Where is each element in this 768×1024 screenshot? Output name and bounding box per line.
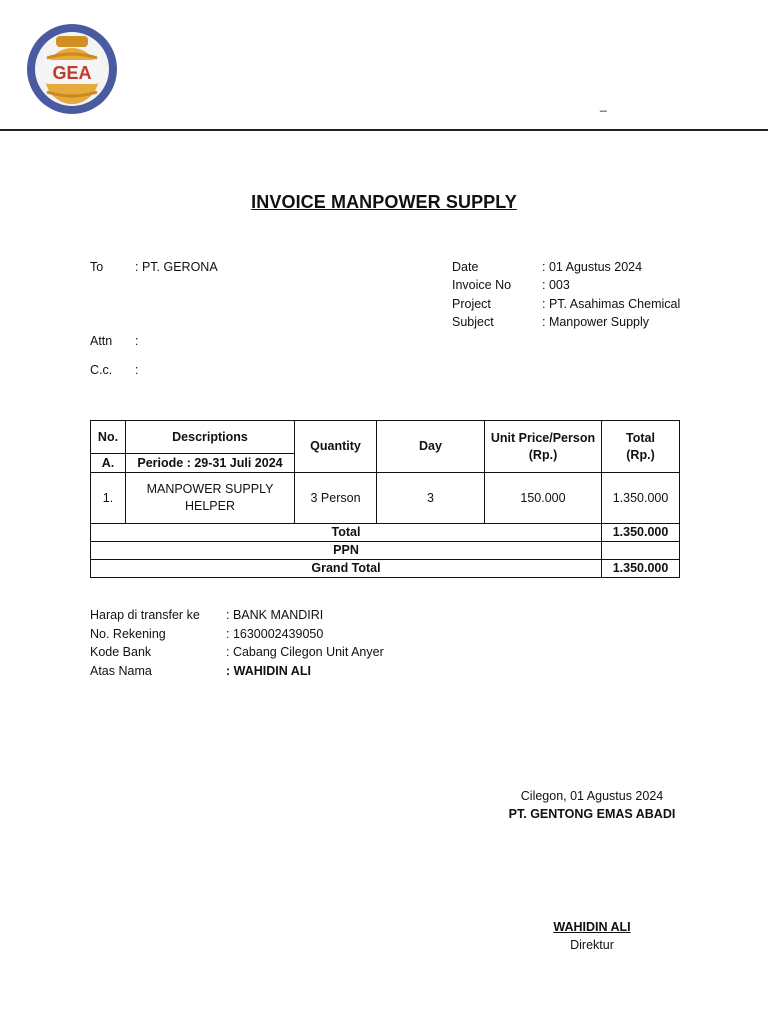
subject-label: Subject [452,315,494,329]
total-value: 1.350.000 [602,524,680,542]
document-title: INVOICE MANPOWER SUPPLY [251,192,517,212]
signer-name: WAHIDIN ALI [553,920,631,934]
logo-text: GEA [52,63,92,83]
header-unit-price-line1: Unit Price/Person [490,430,596,445]
transfer-label: Harap di transfer ke [90,608,200,622]
to-value: : PT. GERONA [135,260,218,274]
total-row [91,524,680,542]
cc-label: C.c. [90,363,113,377]
project-label: Project [452,297,491,311]
row-day: 3 [377,473,485,524]
section-period: Periode : 29-31 Juli 2024 [126,454,295,473]
header-day: Day [377,421,485,473]
header-mark: _ [600,98,607,112]
table-row [91,473,680,524]
ppn-row [91,542,680,560]
attn-value: : [135,334,139,348]
row-description [126,473,295,524]
row-description-line2: HELPER [184,499,236,513]
ppn-value [602,542,680,560]
header-unit-price-line2: (Rp.) [528,447,558,462]
company-name: PT. GENTONG EMAS ABADI [508,807,676,821]
header-descriptions: Descriptions [126,421,295,454]
invoice-number-value: : 003 [542,278,570,292]
row-unit-price: 150.000 [485,473,602,524]
header-divider [0,129,768,131]
row-quantity: 3 Person [295,473,377,524]
signer-title: Direktur [570,938,614,952]
place-date: Cilegon, 01 Agustus 2024 [520,789,664,803]
grand-total-row [91,560,680,578]
header-quantity: Quantity [295,421,377,473]
cc-value: : [135,363,139,377]
row-no: 1. [91,473,126,524]
company-logo [25,22,119,116]
date-value: : 01 Agustus 2024 [542,260,643,274]
grand-total-value: 1.350.000 [602,560,680,578]
account-number-label: No. Rekening [90,627,166,641]
header-unit-price [485,421,602,473]
invoice-number-label: Invoice No [452,278,512,292]
total-label: Total [91,524,602,542]
header-total-line1: Total [626,430,655,445]
header-total-line2: (Rp.) [626,447,655,462]
row-description-line1: MANPOWER SUPPLY [146,482,274,496]
bank-code-label: Kode Bank [90,645,152,659]
grand-total-label: Grand Total [91,560,602,578]
account-name-label: Atas Nama [90,664,152,678]
date-label: Date [452,260,479,274]
transfer-value: : BANK MANDIRI [226,608,324,622]
ppn-label: PPN [91,542,602,560]
header-total [602,421,680,473]
invoice-items-table [90,420,680,578]
section-no: A. [91,454,126,473]
attn-label: Attn [90,334,113,348]
project-value: : PT. Asahimas Chemical [542,297,681,311]
account-name-value: : WAHIDIN ALI [226,664,311,678]
table-header-row [91,421,680,454]
header-no: No. [91,421,126,454]
to-label: To [90,260,104,274]
account-number-value: : 1630002439050 [226,627,324,641]
row-total: 1.350.000 [602,473,680,524]
bank-code-value: : Cabang Cilegon Unit Anyer [226,645,384,659]
subject-value: : Manpower Supply [542,315,650,329]
